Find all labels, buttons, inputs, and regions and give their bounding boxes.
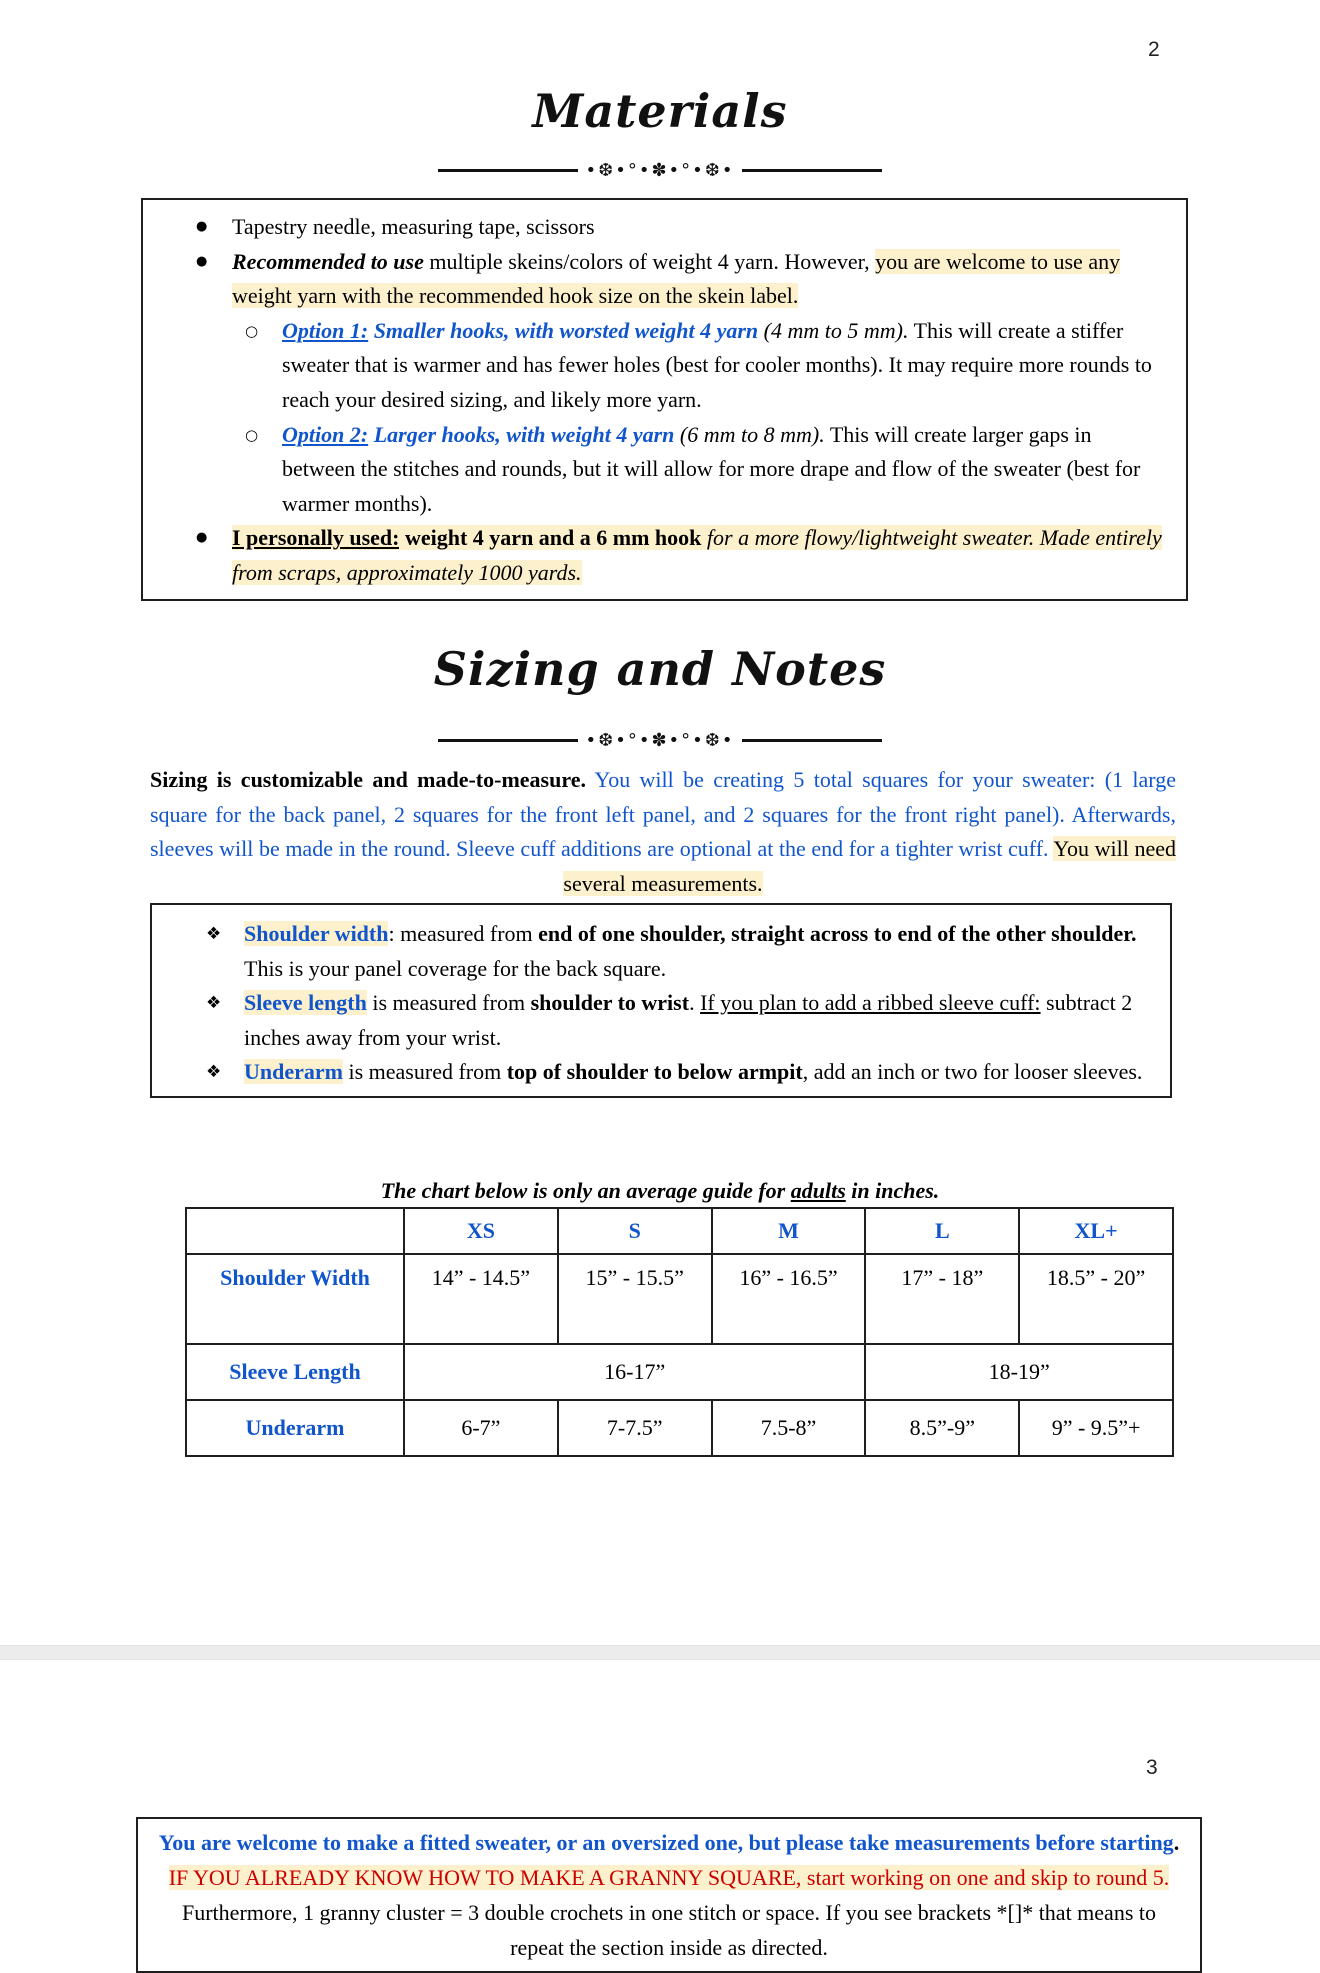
underarm-term: Underarm bbox=[244, 1059, 343, 1085]
snowflake-ornament-icon: •❆•°•✽•°•❆• bbox=[585, 160, 735, 181]
page-gap bbox=[0, 1645, 1320, 1660]
option-2-label: Option 2: bbox=[282, 421, 369, 447]
size-chart-caption bbox=[0, 1178, 1320, 1204]
underarm-xl-value: 9” - 9.5”+ bbox=[1019, 1400, 1173, 1456]
sleeve-length-term: Sleeve length bbox=[244, 990, 367, 1016]
measurements-box bbox=[150, 903, 1172, 1098]
materials-box bbox=[141, 198, 1188, 601]
underarm-bold: top of shoulder to below armpit bbox=[506, 1059, 803, 1085]
size-col-l: L bbox=[865, 1208, 1019, 1254]
sizing-blue-text: You will be creating 5 total squares for your sweater: (1 large square for the back panel, 2 squares for the front left panel, and 2 squares for the front right panel). Afterwards, sleeves will be made in the round. Sleeve cuff additions are optional at the end for a tighter wrist cuff. bbox=[150, 767, 1176, 862]
materials-option-1 bbox=[143, 314, 1162, 418]
materials-item-personal bbox=[143, 521, 1162, 590]
note-rest: Furthermore, 1 granny cluster = 3 double crochets in one stitch or space. If you see brackets *[]* that means to repeat the section inside as directed. bbox=[182, 1900, 1156, 1960]
option-2-blue-text: Larger hooks, with weight 4 yarn bbox=[368, 421, 680, 447]
underarm-r1: is measured from bbox=[342, 1059, 507, 1085]
option-2-description: This will create larger gaps in between the stitches and rounds, but it will allow for more drape and flow of the sweater (best for warmer months). bbox=[282, 421, 1141, 516]
divider-line-right bbox=[742, 169, 882, 172]
size-col-xs: XS bbox=[404, 1208, 558, 1254]
underarm-l-value: 8.5”-9” bbox=[865, 1400, 1019, 1456]
caption-post: in inches. bbox=[845, 1178, 940, 1203]
caption-adults-underlined: adults bbox=[790, 1178, 846, 1203]
size-col-s: S bbox=[558, 1208, 712, 1254]
shoulder-l-value: 17” - 18” bbox=[865, 1254, 1019, 1344]
sleeve-xs-s-m-value: 16-17” bbox=[404, 1344, 865, 1400]
option-1-blue-text: Smaller hooks, with worsted weight 4 yarn bbox=[368, 317, 764, 343]
page-number-2: 2 bbox=[1148, 38, 1160, 61]
personal-used-label: I personally used: bbox=[232, 525, 400, 551]
sleeve-length-r2: . bbox=[689, 990, 701, 1016]
shoulder-xs-value: 14” - 14.5” bbox=[404, 1254, 558, 1344]
row-label-sleeve-length: Sleeve Length bbox=[186, 1344, 404, 1400]
note-blue-bold: You are welcome to make a fitted sweater, or an oversized one, but please take measurements before starting bbox=[158, 1830, 1174, 1855]
shoulder-width-term: Shoulder width bbox=[244, 921, 389, 946]
row-label-underarm: Underarm bbox=[186, 1400, 404, 1456]
row-label-shoulder-width: Shoulder Width bbox=[186, 1254, 404, 1344]
sizing-intro-paragraph bbox=[150, 763, 1176, 901]
measurement-underarm bbox=[152, 1055, 1144, 1090]
sleeve-length-r1: is measured from bbox=[366, 990, 531, 1016]
table-row-sleeve-length bbox=[186, 1344, 1173, 1400]
materials-item-tools bbox=[143, 210, 1162, 245]
snowflake-ornament-icon: •❆•°•✽•°•❆• bbox=[585, 730, 735, 751]
underarm-xs-value: 6-7” bbox=[404, 1400, 558, 1456]
page-number-3: 3 bbox=[1146, 1756, 1158, 1779]
sizing-divider bbox=[0, 730, 1320, 751]
materials-item-tools-text: Tapestry needle, measuring tape, scissors bbox=[232, 214, 595, 239]
size-col-xl: XL+ bbox=[1019, 1208, 1173, 1254]
measurement-sleeve-length bbox=[152, 986, 1144, 1055]
option-1-label: Option 1: bbox=[282, 317, 369, 343]
option-1-hook-size: (4 mm to 5 mm). bbox=[763, 317, 909, 343]
personal-used-italic: for a more flowy/lightweight sweater. Made entirely from scraps, approximately 1000 yards. bbox=[232, 525, 1162, 585]
underarm-r2: , add an inch or two for looser sleeves. bbox=[802, 1059, 1143, 1085]
shoulder-m-value: 16” - 16.5” bbox=[712, 1254, 866, 1344]
sizing-lead-bold: Sizing is customizable and made-to-measure. bbox=[150, 767, 586, 792]
underarm-s-value: 7-7.5” bbox=[558, 1400, 712, 1456]
divider-line-right bbox=[742, 739, 882, 742]
sizing-highlight-text: You will need several measurements. bbox=[563, 836, 1176, 896]
note-box bbox=[136, 1817, 1202, 1973]
shoulder-xl-value: 18.5” - 20” bbox=[1019, 1254, 1173, 1344]
materials-heading: Materials bbox=[532, 84, 788, 138]
materials-divider bbox=[0, 160, 1320, 181]
yarn-lead-text: Recommended to use bbox=[232, 248, 424, 274]
option-1-description: This will create a stiffer sweater that is warmer and has fewer holes (best for cooler months). It may require more rounds to reach your desired sizing, and likely more yarn. bbox=[282, 317, 1152, 412]
materials-option-2 bbox=[143, 418, 1162, 522]
sleeve-l-xl-value: 18-19” bbox=[865, 1344, 1173, 1400]
note-red-highlighted: IF YOU ALREADY KNOW HOW TO MAKE A GRANNY SQUARE, start working on one and skip to round 5. bbox=[168, 1865, 1170, 1890]
size-col-empty bbox=[186, 1208, 404, 1254]
caption-pre: The chart below is only an average guide for bbox=[380, 1178, 791, 1203]
underarm-m-value: 7.5-8” bbox=[712, 1400, 866, 1456]
table-header-row bbox=[186, 1208, 1173, 1254]
personal-used-bold: weight 4 yarn and a 6 mm hook bbox=[399, 525, 707, 551]
materials-item-yarn bbox=[143, 245, 1162, 314]
sleeve-length-underlined: If you plan to add a ribbed sleeve cuff: bbox=[700, 990, 1041, 1016]
divider-line-left bbox=[438, 169, 578, 172]
size-col-m: M bbox=[712, 1208, 866, 1254]
shoulder-width-r2: This is your panel coverage for the back square. bbox=[244, 955, 667, 981]
shoulder-width-bold: end of one shoulder, straight across to end of the other shoulder. bbox=[538, 921, 1137, 946]
divider-line-left bbox=[438, 739, 578, 742]
note-dot: . bbox=[1173, 1830, 1180, 1855]
shoulder-s-value: 15” - 15.5” bbox=[558, 1254, 712, 1344]
sleeve-length-r3: subtract 2 inches away from your wrist. bbox=[244, 990, 1133, 1050]
table-row-shoulder-width bbox=[186, 1254, 1173, 1344]
table-row-underarm bbox=[186, 1400, 1173, 1456]
shoulder-width-r1: : measured from bbox=[388, 921, 539, 946]
yarn-highlight-text: you are welcome to use any weight yarn with the recommended hook size on the skein label. bbox=[232, 248, 1121, 309]
yarn-middle-text: multiple skeins/colors of weight 4 yarn. However, bbox=[423, 248, 876, 274]
size-chart-table bbox=[185, 1207, 1174, 1457]
sleeve-length-bold: shoulder to wrist bbox=[530, 990, 690, 1016]
measurement-shoulder-width bbox=[152, 917, 1144, 986]
sizing-heading: Sizing and Notes bbox=[433, 642, 887, 696]
option-2-hook-size: (6 mm to 8 mm). bbox=[679, 421, 825, 447]
